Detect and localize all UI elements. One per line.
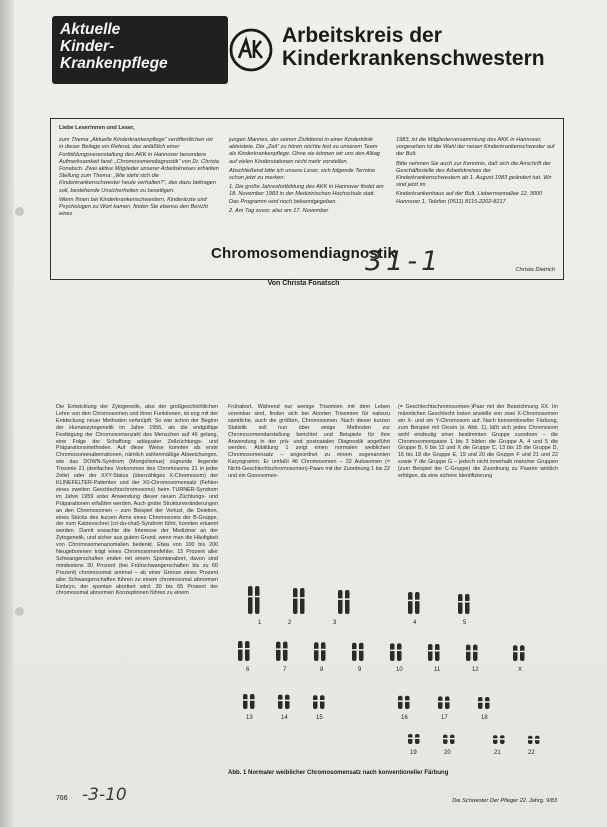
centromere (345, 598, 351, 600)
centromere (250, 699, 256, 701)
centromere (466, 650, 472, 652)
chromosome-label: 1 (258, 620, 262, 626)
chromosome-label: 8 (320, 667, 324, 673)
letter-paragraph: 2. Am Tag zuvor, also am 17. November (229, 207, 329, 214)
letter-paragraph: jungen Mannes, der seinen Zivildienst in einer Kinderklinik ableistete. Die „Zeit“ zu hören reichte fest zu unserem Team als Kinderkrankenpflege. Ohne sie können wir uns den Alltag auf vielen Kinderstationen nicht mehr vorstellen. (229, 137, 380, 165)
centromere (278, 700, 284, 702)
org-title (282, 24, 545, 70)
chromosome-label: 18 (481, 715, 488, 721)
centromere (435, 650, 441, 652)
centromere (321, 649, 327, 651)
badge-line: Aktuelle (60, 21, 121, 38)
chromosome (278, 695, 283, 709)
chromosome-label: 14 (281, 715, 288, 721)
chromosome (405, 696, 410, 709)
centromere (300, 597, 306, 599)
chromosome-label: 16 (401, 715, 408, 721)
chromosome (408, 592, 413, 614)
centromere (283, 648, 289, 650)
centromere (535, 739, 541, 741)
punch-hole (15, 607, 24, 616)
centromere (485, 701, 491, 703)
centromere (359, 649, 365, 651)
centromere (450, 738, 456, 740)
chromosome-label: 11 (434, 667, 441, 673)
centromere (276, 648, 282, 650)
chromosome (352, 643, 357, 661)
chromosome-label: 9 (358, 667, 362, 673)
centromere (314, 649, 320, 651)
chromosome (313, 695, 318, 709)
chromosome-label: 21 (494, 750, 501, 756)
chromosome-label: 2 (288, 620, 292, 626)
centromere (493, 738, 499, 740)
handwritten-number: 31-1 (365, 246, 443, 277)
centromere (465, 601, 471, 603)
chromosome-label: 3 (333, 620, 337, 626)
figure-caption: Abb. 1 Normaler weiblicher Chromosomensatz nach konventioneller Färbung (228, 770, 449, 776)
chromosome (238, 641, 243, 661)
chromosome (415, 592, 420, 614)
chromosome-label: 5 (463, 620, 467, 626)
centromere (293, 597, 299, 599)
body-column-3 (398, 404, 558, 574)
letter-column-1 (59, 125, 219, 220)
body-text: Die Entwicklung der Zytogenetik, also der großgeschichtlichen Lehre von den Chromosomen und ihren Funktionen, ist eng mit der Entdeckung neuer Methoden verknüpft. So war schon der Beginn der Humanzytogenetik im Jahre 1956, als die endgültige Festlegung der Chromosomenzahl des Menschen auf 46 gelang, eine Folge der Schaffung adäquater Zellzüchtungs- und Präparationsmethoden. Auf diese Weise konnten als erste Chromosomenaberrationen, nämlich zahlenmäßige Abweichungen, wie das DOWN-Syndrom (Mongolismus) zugrunde liegende Trisomie 21 (dreifaches Vorkommen des Chromosoms 21 in jeder Zelle) oder der XXY-Status (überzähliges X-Chromosom) der KLINEFELTER-Patienten und der X0-Chromosomensatz (Fehlen eines zweiten Geschlechtschromosoms) beim TURNER-Syndrom im Jahre 1959 unter Anwendung dieser neuen Züchtungs- und Präparationen erfaßten werden. Auch grobe Strukturveränderungen an den Chromosomen – zum Beispiel der Verlust, die Deletion, eines Stücks des kurzen Arms eines Chromosoms der B-Gruppe, der zum Katzenschrei (cri-du-chat)-Syndrom führt, konnten erkannt werden. Damit erwachte die Interesse der Mediziner an der Zytogenetik, und sicher aus gutem Grund, wenn man die Häufigkeit von Chromosomenanomalien bedenkt. Etwa von 100 bis 200 Neugeborenen trägt eines Chromosomenfehler. 15 Prozent aller Schwangerschaften enden mit einem Spontanabort, davon sind mindestens 30 Prozent (bei Frühschwangerschaften bis zu 60 Prozent) chromosomal anomal – ab einer Grenze eines Prozent aller Schwangerschaften führen zu einem chromosomal abnormen Embryo, der spontan abortiert wird. 30 bis 65 Prozent der chromosomal abnormen Konzeptionen führen zu einem (56, 404, 218, 597)
centromere (397, 650, 403, 652)
chromosome (338, 590, 343, 614)
letter-column-2 (229, 137, 384, 217)
journal-reference: Die Schwester Der Pfleger 22. Jahrg. 9/83 (452, 798, 557, 804)
chromosome-label: 13 (246, 715, 253, 721)
article-title: Chromosomendiagnostik (210, 245, 397, 262)
chromosome (321, 642, 326, 661)
centromere (408, 738, 414, 740)
centromere (443, 738, 449, 740)
org-title-line: Kinderkrankenschwestern (282, 47, 545, 70)
letter-signature: Christa Dietrich (515, 267, 555, 273)
centromere (528, 739, 534, 741)
centromere (500, 738, 506, 740)
centromere (428, 650, 434, 652)
centromere (238, 648, 244, 650)
chromosome (293, 588, 298, 614)
chromosome (458, 594, 463, 614)
chromosome-label: 4 (413, 620, 417, 626)
article-title-wrap (0, 245, 607, 262)
centromere (473, 650, 479, 652)
karyogram-figure (228, 576, 558, 766)
chromosome-label: 17 (441, 715, 448, 721)
centromere (285, 700, 291, 702)
chromosome-label: 6 (246, 667, 250, 673)
chromosome (428, 644, 433, 661)
chromosome (320, 695, 325, 709)
centromere (390, 650, 396, 652)
letter-paragraph: 1. Die große Jahresfortbildung des AKK in Hannover findet am 18. November 1983 in der Medizinischen Hochschule statt. Das Programm wird noch bekanntgegeben. (229, 184, 384, 205)
letter-paragraph: Bitte nehmen Sie auch zur Kenntnis, daß sich die Anschrift der Geschäftsstelle des Arbeitskreises der Kinderkrankenschwestern ab 1. August 1983 geändert hat. Wir sind jetzt im (396, 160, 552, 189)
akk-logo (229, 28, 273, 72)
chromosome (245, 641, 250, 661)
chromosome (250, 694, 255, 709)
centromere (398, 700, 404, 702)
centromere (248, 596, 254, 598)
chromosome (285, 695, 290, 709)
chromosome (390, 643, 395, 661)
centromere (408, 600, 414, 602)
chromosome (478, 697, 483, 709)
centromere (445, 701, 451, 703)
body-text: (= Geschlechtschromosomen-)Paar mit der Bezeichnung XX. Im männlichen Geschlecht treten anstelle von zwei X-Chromosomen ein X- und ein Y-Chromosom auf. Nach konventioneller Färbung, zum Beispiel mit Orcein (s. Abb. 1), läßt sich jedes Chromosom wohl eindeutig einer bestimmten Gruppe zuordnen – die Chromosomenpaare 1 bis 3 bilden die Gruppe A, 4 und 5 die Gruppe B, 6 bis 12 und X die Gruppe C, 13 bis 15 die Gruppe D, 16 bis 18 die Gruppe E, 19 und 20 die Gruppe F und 21 und 22 sowie Y die Gruppe G – jedoch nicht innerhalb mancher Gruppen (zum Beispiel der C-Gruppe) die Zuordnung zu Paaren wirklich erfolgen, da eine sichere Identifizierung (398, 404, 558, 480)
centromere (338, 598, 344, 600)
article-author: Von Christa Fonatsch (267, 280, 340, 287)
chromosome (255, 586, 260, 614)
chromosome-label: 15 (316, 715, 323, 721)
chromosome-label: X (518, 667, 523, 673)
handwritten-page-mark: -3-10 (82, 785, 127, 805)
centromere (245, 648, 251, 650)
chromosome-label: 7 (283, 667, 287, 673)
chromosome (359, 643, 364, 661)
centromere (243, 699, 249, 701)
org-title-line: Arbeitskreis der (282, 24, 442, 47)
chromosome (435, 644, 440, 661)
chromosome (473, 645, 478, 661)
chromosome (397, 643, 402, 661)
chromosome-label: 12 (472, 667, 479, 673)
chromosome (283, 642, 288, 661)
chromosome (243, 694, 248, 709)
centromere (313, 700, 319, 702)
letter-greeting: Liebe Leserinnen und Leser, (59, 125, 135, 131)
centromere (513, 651, 519, 653)
letter-paragraph: 1983, ist die Mitgliederversammlung des AKK in Hannover, vorgesehen ist die Wahl der neuen Kinderkrankenschwester auf der Bult. (396, 137, 555, 158)
chromosome (398, 696, 403, 709)
centromere (405, 700, 411, 702)
chromosome (445, 696, 450, 709)
chromosome (345, 590, 350, 614)
chromosome (276, 642, 281, 661)
section-badge (52, 16, 228, 84)
chromosome-label: 22 (528, 750, 535, 756)
badge-line: Kinder- (60, 38, 115, 55)
centromere (352, 649, 358, 651)
binding-shadow (0, 0, 14, 827)
centromere (458, 601, 464, 603)
centromere (255, 596, 261, 598)
chromosome (438, 696, 443, 709)
centromere (415, 600, 421, 602)
centromere (478, 701, 484, 703)
centromere (438, 701, 444, 703)
centromere (320, 700, 326, 702)
body-column-1 (56, 404, 218, 792)
page-number: 766 (56, 795, 68, 802)
chromosome (513, 645, 518, 661)
letter-paragraph: Wenn Ihnen bei Kinderkrankenschwestern, Kinderärzte und Psychologen zu Wort kamen, finden Sie ebenso den Bericht eines (59, 196, 208, 218)
chromosome (520, 645, 525, 661)
chromosome-label: 10 (396, 667, 403, 673)
chromosome (465, 594, 470, 614)
letter-paragraph: Abschließend bitte ich unsere Leser, sich folgende Termine schon jetzt zu merken: (229, 167, 376, 182)
chromosome (300, 588, 305, 614)
body-column-2 (228, 404, 390, 574)
chromosome (248, 586, 253, 614)
letter-column-3 (396, 137, 556, 208)
body-text: Frühabort. Während nur wenige Trisomien mit dem Leben vereinbar sind, finden sich bei Aborten Trisomien für nahezu sämtliche, auch die größten, Chromosomen. Nach dieser kurzen Statistik soll nun über einige Methoden zur Chromosomendarstellung berichtet und Beispiele für ihre Anwendung in der prä- und postnatalen Diagnostik angeführt werden. Abbildung 1 zeigt einen normalen weiblichen Chromosomensatz – angeordnet zu einem sogenannten Karyogramm. Er umfaßt 46 Chromosomen – 22 Autosomen (= Nicht-Geschlechtschromosomen)-Paare mit der Zuordnung 1 bis 22 und ein Gonosomen- (228, 404, 390, 480)
chromosome (314, 642, 319, 661)
letter-paragraph: zum Thema „Aktuelle Kinderkrankenpflege“ veröffentlichen wir in dieser Beilage ein Referat, das anläßlich einer Fortbildungsveranstaltung des AKK in Hannover besondere Aufmerksamkeit fand: „Chromosomendiagnostik“ von Dr. Christa Fonatsch. Zwei aktive Mitglieder unserer Arbeitskreises erhielten Stellung zum Thema: „Wie steht sich die Kinderkrankenschwester heute verhalten?“, das dazu beitragen soll, bestehende Unsicherheiten zu beseitigen. (59, 137, 219, 194)
punch-hole (15, 207, 24, 216)
badge-line: Krankenpflege (60, 55, 168, 72)
centromere (520, 651, 526, 653)
chromosome-label: 20 (444, 750, 451, 756)
chromosome-label: 19 (410, 750, 417, 756)
centromere (415, 738, 421, 740)
chromosome (485, 697, 490, 709)
karyogram (228, 576, 558, 766)
letter-paragraph: Kinderkrankenhaus auf der Bult, Liebermannallee 12, 3000 Hannover 1, Telefon (0511) 8115-2202-8217 (396, 191, 543, 205)
chromosome (466, 645, 471, 661)
